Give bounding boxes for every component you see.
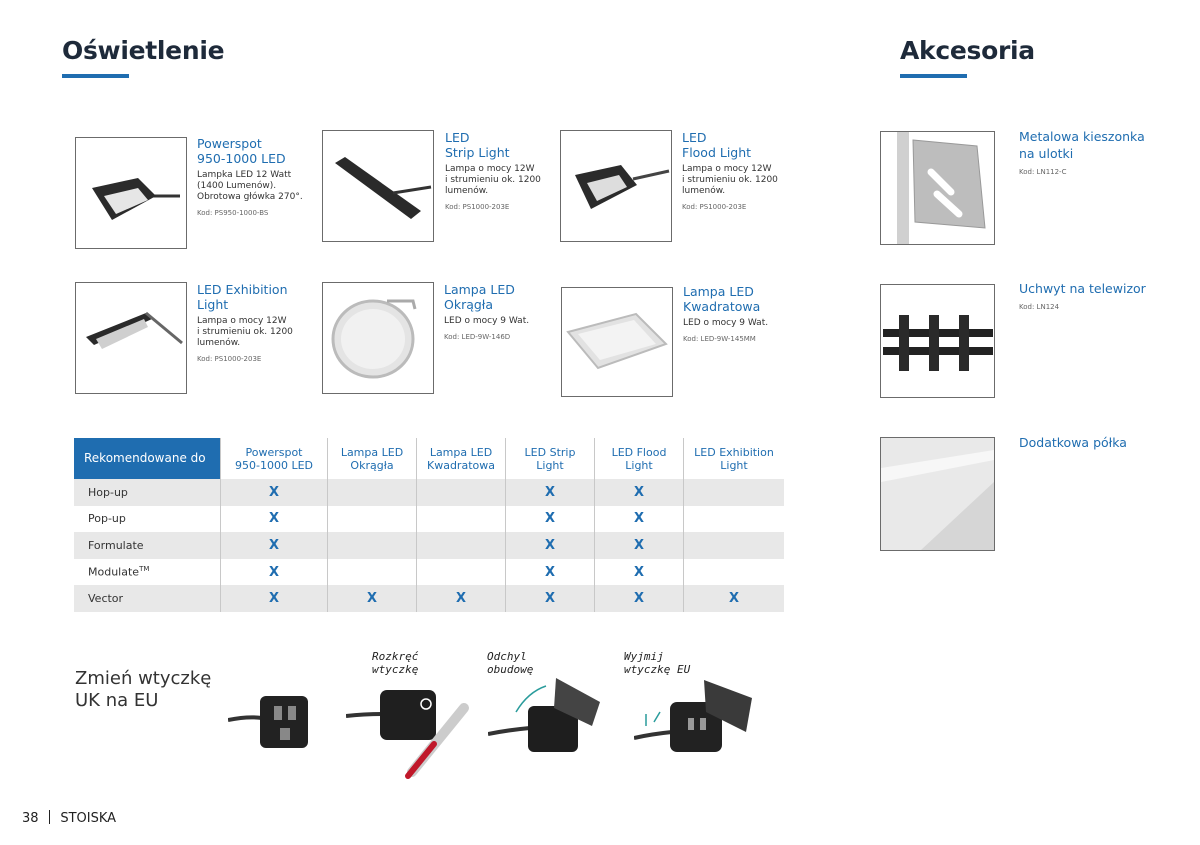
product-desc: Lampa o mocy 12W (197, 316, 287, 326)
table-cell (417, 479, 506, 506)
plug-image-uk (228, 680, 328, 764)
product-image-powerspot (75, 137, 187, 249)
table-cell (328, 532, 417, 559)
product-code: Kod: PS1000-203E (682, 203, 747, 211)
product-image-exhibition-light (75, 282, 187, 394)
footer (22, 810, 116, 826)
product-desc: LED o mocy 9 Wat. (683, 318, 769, 328)
table-row (74, 585, 784, 612)
plug-image-open-case (488, 672, 608, 766)
table-cell (684, 559, 785, 586)
table-column-header: Powerspot 950-1000 LED (221, 438, 328, 479)
product-title: Okrągła (444, 297, 494, 312)
table-cell: X (595, 559, 684, 586)
table-cell: X (595, 479, 684, 506)
table-row (74, 532, 784, 559)
table-cell: X (221, 585, 328, 612)
plug-image-remove-eu (634, 672, 759, 768)
row-label: Vector (74, 585, 221, 612)
product-desc: lumenów. (197, 338, 241, 348)
table-cell (417, 532, 506, 559)
table-corner-header: Rekomendowane do (74, 438, 221, 479)
round-lamp-icon (323, 283, 433, 393)
extra-shelf-icon (881, 438, 994, 550)
accessory-image-tv-mount (880, 284, 995, 398)
open-case-icon (488, 672, 608, 762)
product-image-round-lamp (322, 282, 434, 394)
product-title: Flood Light (682, 145, 752, 160)
brochure-holder-icon (881, 132, 994, 244)
table-cell (417, 506, 506, 533)
accessory-image-brochure-holder (880, 131, 995, 245)
product-code: Kod: PS1000-203E (445, 203, 510, 211)
accessory-code: Kod: LN112-C (1019, 168, 1067, 176)
product-desc: Lampka LED 12 Watt (197, 170, 292, 180)
product-desc: Lampa o mocy 12W (445, 164, 535, 174)
table-cell (417, 559, 506, 586)
table-column-header: Lampa LED Kwadratowa (417, 438, 506, 479)
table-cell (684, 506, 785, 533)
table-cell: X (506, 506, 595, 533)
product-image-square-lamp (561, 287, 673, 397)
table-cell: X (221, 479, 328, 506)
accessory-title: na ulotki (1019, 146, 1074, 161)
table-cell (328, 559, 417, 586)
accessory-title: Metalowa kieszonka (1019, 129, 1145, 144)
heading-lighting: Oświetlenie (62, 36, 225, 65)
plug-title: Zmień wtyczkę (75, 668, 212, 689)
accessory-code: Kod: LN124 (1019, 303, 1060, 311)
step-label: obudowę (487, 663, 534, 676)
product-desc: i strumieniu ok. 1200 (197, 327, 293, 337)
heading-underline (900, 74, 967, 78)
accessory-title: Dodatkowa półka (1019, 435, 1127, 450)
footer-divider (49, 810, 51, 824)
table-cell (328, 506, 417, 533)
product-title: Powerspot (197, 136, 262, 151)
table-column-header: Lampa LED Okrągła (328, 438, 417, 479)
table-column-header: LED Flood Light (595, 438, 684, 479)
step-label: wtyczkę EU (624, 663, 691, 676)
table-cell: X (221, 532, 328, 559)
recommendation-table (74, 438, 784, 612)
table-cell: X (417, 585, 506, 612)
product-desc: Lampa o mocy 12W (682, 164, 772, 174)
remove-eu-plug-icon (634, 672, 759, 764)
row-label: Modulate™ (88, 565, 150, 579)
accessory-image-extra-shelf (880, 437, 995, 551)
table-row (74, 559, 784, 586)
table-cell: X (506, 559, 595, 586)
table-cell: X (506, 585, 595, 612)
table-row (74, 479, 784, 506)
product-desc: lumenów. (682, 186, 726, 196)
product-desc: i strumieniu ok. 1200 (682, 175, 778, 185)
product-title: LED (682, 130, 707, 145)
product-title: Strip Light (445, 145, 510, 160)
product-code: Kod: LED-9W-146D (444, 333, 511, 341)
tv-mount-icon (881, 285, 994, 397)
product-title: Lampa LED (444, 282, 515, 297)
accessory-title: Uchwyt na telewizor (1019, 281, 1146, 296)
table-cell: X (328, 585, 417, 612)
product-title: Kwadratowa (683, 299, 761, 314)
product-title: Light (197, 297, 229, 312)
plug-image-unscrew (346, 680, 476, 784)
unscrew-plug-icon (346, 680, 476, 780)
flood-light-icon (561, 131, 671, 241)
uk-plug-icon (228, 680, 328, 760)
table-column-header: LED Strip Light (506, 438, 595, 479)
product-desc: (1400 Lumenów). (197, 181, 277, 191)
row-label: Pop-up (88, 512, 126, 526)
table-row (74, 506, 784, 533)
table-cell: X (221, 559, 328, 586)
table-cell (328, 479, 417, 506)
table-cell: X (506, 479, 595, 506)
plug-title: UK na EU (75, 690, 159, 711)
step-label: Odchyl (487, 650, 527, 663)
table-cell (684, 479, 785, 506)
product-desc: i strumieniu ok. 1200 (445, 175, 541, 185)
product-title: 950-1000 LED (197, 151, 286, 166)
product-title: LED Exhibition (197, 282, 288, 297)
table-cell: X (506, 532, 595, 559)
product-desc: lumenów. (445, 186, 489, 196)
row-label: Hop-up (74, 479, 221, 506)
table-cell (684, 532, 785, 559)
table-cell: X (684, 585, 785, 612)
strip-light-icon (323, 131, 433, 241)
table-cell: X (221, 506, 328, 533)
product-code: Kod: PS950-1000-BS (197, 209, 269, 217)
table-cell: X (595, 506, 684, 533)
step-label: wtyczkę (372, 663, 419, 676)
exhibition-light-icon (76, 283, 186, 393)
square-lamp-icon (562, 288, 672, 396)
product-image-strip-light (322, 130, 434, 242)
product-title: Lampa LED (683, 284, 754, 299)
product-desc: LED o mocy 9 Wat. (444, 316, 530, 326)
step-label: Rozkręć (372, 650, 419, 663)
trademark-sup: TM (139, 565, 150, 574)
section-name: STOISKA (60, 811, 117, 826)
step-label: Wyjmij (624, 650, 664, 663)
heading-accessories: Akcesoria (900, 36, 1035, 65)
product-image-flood-light (560, 130, 672, 242)
product-title: LED (445, 130, 470, 145)
powerspot-lamp-icon (76, 138, 186, 248)
table-cell: X (595, 585, 684, 612)
page-number: 38 (22, 811, 39, 826)
product-code: Kod: LED-9W-145MM (683, 335, 756, 343)
table-cell: X (595, 532, 684, 559)
product-code: Kod: PS1000-203E (197, 355, 262, 363)
heading-underline (62, 74, 129, 78)
table-column-header: LED Exhibition Light (684, 438, 785, 479)
product-desc: Obrotowa główka 270°. (197, 192, 303, 202)
row-label: Formulate (74, 532, 221, 559)
